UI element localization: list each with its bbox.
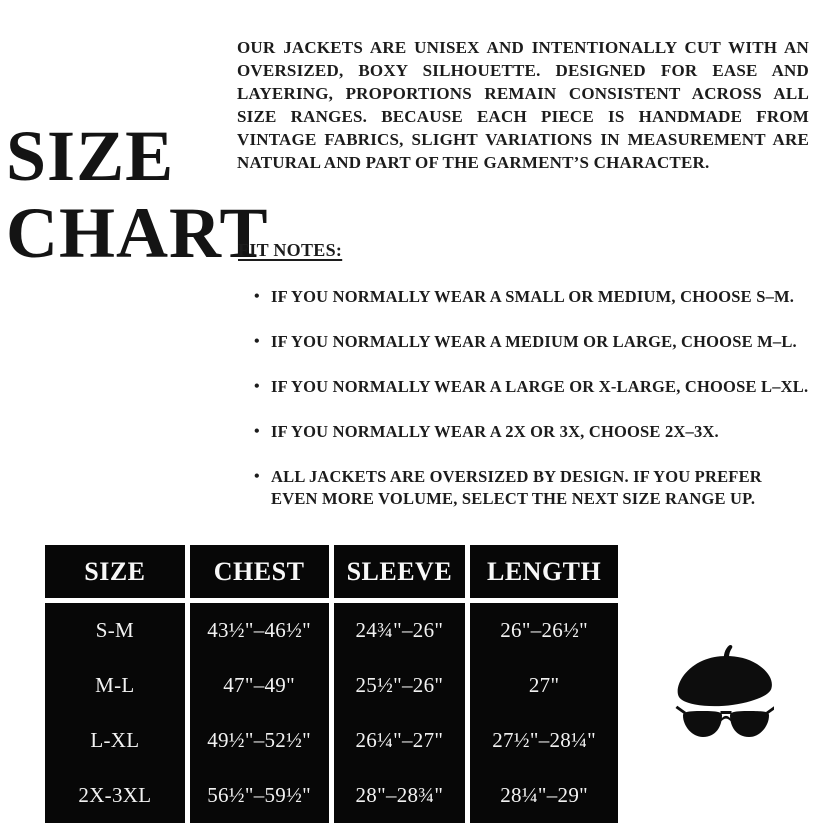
beret-and-aviator-sunglasses-icon bbox=[672, 644, 774, 744]
table-cell-size: L-XL bbox=[45, 713, 185, 768]
table-header-size: SIZE bbox=[45, 545, 185, 603]
page-title bbox=[6, 118, 268, 272]
table-cell-size: M-L bbox=[45, 658, 185, 713]
table-header-chest: CHEST bbox=[190, 545, 329, 603]
fit-note-item: • IF YOU NORMALLY WEAR A 2X OR 3X, CHOOSE 2X–3X. bbox=[254, 421, 810, 443]
table-cell-sleeve: 24¾"–26" bbox=[334, 603, 466, 658]
table-cell-chest: 43½"–46½" bbox=[190, 603, 329, 658]
size-chart-table bbox=[45, 545, 618, 823]
page-title-line1: SIZE bbox=[6, 116, 175, 196]
table-cell-size: 2X-3XL bbox=[45, 768, 185, 823]
table-cell-size: S-M bbox=[45, 603, 185, 658]
intro-paragraph: OUR JACKETS ARE UNISEX AND INTENTIONALLY CUT WITH AN OVERSIZED, BOXY SILHOUETTE. DESIGNED FOR EASE AND LAYERING, PROPORTIONS REMAIN CONSISTENT ACROSS ALL SIZE RANGES. BECAUSE EACH PIECE IS HANDMADE FROM VINTAGE FABRICS, SLIGHT VARIATIONS IN MEASUREMENT ARE NATURAL AND PART OF THE GARMENT’S CHARACTER. bbox=[237, 38, 809, 172]
table-cell-sleeve: 26¼"–27" bbox=[334, 713, 466, 768]
fit-note-item: • IF YOU NORMALLY WEAR A MEDIUM OR LARGE, CHOOSE M–L. bbox=[254, 331, 810, 353]
fit-note-item: • IF YOU NORMALLY WEAR A LARGE OR X-LARGE, CHOOSE L–XL. bbox=[254, 376, 810, 398]
table-cell-chest: 49½"–52½" bbox=[190, 713, 329, 768]
fit-notes-heading: FIT NOTES: bbox=[238, 240, 343, 260]
table-cell-length: 28¼"–29" bbox=[470, 768, 618, 823]
table-header-length: LENGTH bbox=[470, 545, 618, 603]
table-cell-sleeve: 28"–28¾" bbox=[334, 768, 466, 823]
table-cell-length: 26"–26½" bbox=[470, 603, 618, 658]
fit-notes-list bbox=[254, 286, 810, 533]
fit-note-item: • IF YOU NORMALLY WEAR A SMALL OR MEDIUM, CHOOSE S–M. bbox=[254, 286, 810, 308]
table-cell-sleeve: 25½"–26" bbox=[334, 658, 466, 713]
table-header-sleeve: SLEEVE bbox=[334, 545, 466, 603]
table-cell-length: 27½"–28¼" bbox=[470, 713, 618, 768]
page-title-line2: CHART bbox=[6, 193, 269, 273]
table-cell-chest: 47"–49" bbox=[190, 658, 329, 713]
table-cell-chest: 56½"–59½" bbox=[190, 768, 329, 823]
table-cell-length: 27" bbox=[470, 658, 618, 713]
fit-note-item: • ALL JACKETS ARE OVERSIZED BY DESIGN. IF YOU PREFER EVEN MORE VOLUME, SELECT THE NEXT SIZE RANGE UP. bbox=[254, 466, 810, 510]
